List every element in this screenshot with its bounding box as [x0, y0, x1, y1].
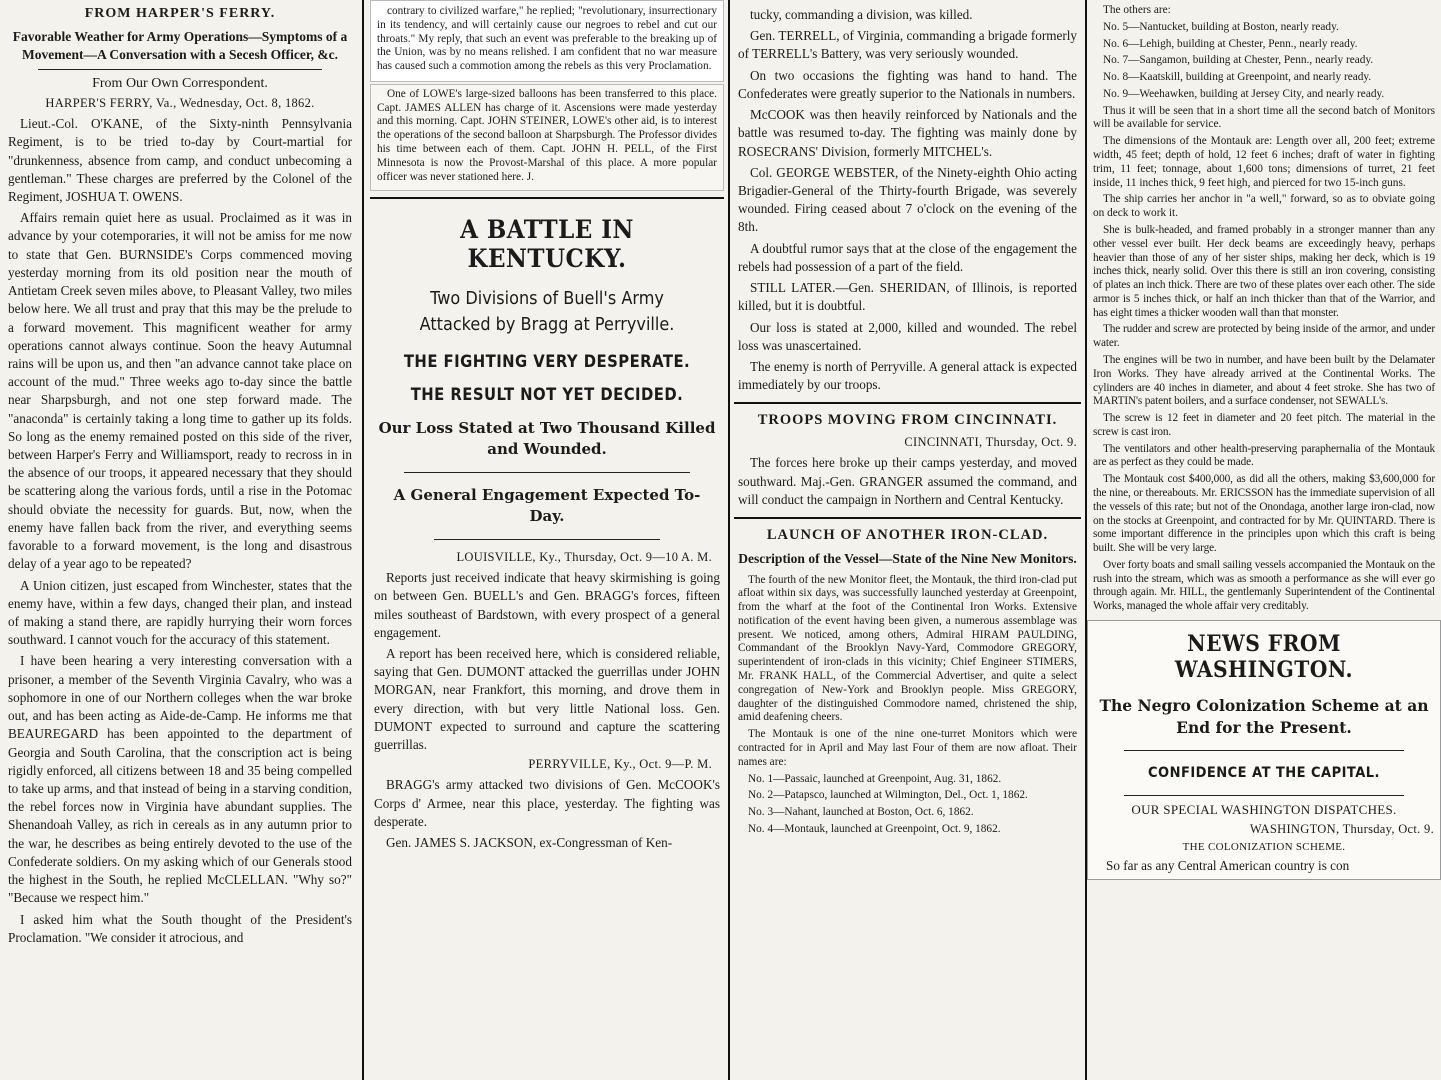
paragraph: No. 7—Sangamon, building at Chester, Penn., nearly ready. [1103, 54, 1374, 67]
headline-cincinnati: TROOPS MOVING FROM CINCINNATI. [757, 412, 1058, 429]
paragraph: No. 4—Montauk, launched at Greenpoint, Oct. 9, 1862. [748, 822, 1001, 835]
paragraph: No. 5—Nantucket, building at Boston, nearly ready. [1103, 20, 1339, 33]
deck-iron-clad: Description of the Vessel—State of the Nine New Monitors. [738, 551, 1077, 567]
paragraph: Col. GEORGE WEBSTER, of the Ninety-eighth Ohio acting Brigadier-General of the Thirty-fourth Brigade, was severely wounded. Firing ceased about 7 o'clock on the evening of the 8th. [738, 164, 1077, 235]
deck-1: Our Loss Stated at Two Thousand Killed and Wounded. [378, 419, 716, 459]
article-body [738, 454, 1077, 509]
paragraph: No. 6—Lehigh, building at Chester, Penn., nearly ready. [1103, 37, 1358, 50]
paragraph: She is bulk-headed, and framed probably in a stronger manner than any other vessel ever built. Her deck beams are exceedingly heavy, perhaps heavier than those of any of her sister ships, making her deck, which is 19 inches thick, nearly solid. Over this there is still an iron covering, consisting of plates an inch thick. There are two of these plates over each other. The side armor is 5 inches thick, or half an inch thicker than that of the Warrior, and has eight times a thicker wooden wall than that monster. [1093, 223, 1435, 319]
paragraph: Over forty boats and small sailing vessels accompanied the Montauk on the rush into the stream, which was as smooth a performance as she will ever go through again. Mr. HILL, the gentlemanly Superintendent of the Continental Works, managed the whole affair very creditably. [1093, 558, 1435, 613]
paragraph: The others are: [1103, 4, 1171, 16]
paragraph: Gen. TERRELL, of Virginia, commanding a brigade formerly of TERRELL's Battery, was very seriously wounded. [738, 28, 1077, 62]
paragraph: No. 9—Weehawken, building at Jersey City, and nearly ready. [1103, 87, 1385, 100]
paragraph: The Montauk cost $400,000, as did all the others, making $3,600,000 for the nine, or thereabouts. Mr. ERICSSON has the immediate supervision of all the vessels of this rate; but not of the Onondaga, another large iron-clad, now on the stocks at Greenpoint, and contracted for by Mr. QUINTARD. There is some important difference in the principles upon which this craft is being built. She will be very large. [1093, 473, 1435, 555]
paragraph: Thus it will be seen that in a short time all the second batch of Monitors will be available for service. [1093, 104, 1435, 131]
dateline: HARPER'S FERRY, Va., Wednesday, Oct. 8, 1862. [45, 96, 315, 111]
subheadline: The Negro Colonization Scheme at an End for the Present. [1099, 696, 1429, 737]
paragraph: Affairs remain quiet here as usual. Proclaimed as it was in advance by your cotemporaries, it will not be amiss for me now to state that Gen. BURNSIDE's Corps commenced moving yesterday morning from its old position near the mouth of Antietam Creek seven miles above, to Pleasant Valley, two miles below here. We all trust and pray that this may be the prelude to a forward movement. This magnificent weather for army operations cannot always continue. Soon the heavy Autumnal rains will be upon us, and then "an advance cannot take place on account of the mud." Three weeks ago to-day since the battle near Sharpsburgh, and not one step forward made. The "anaconda" is certainly taking a long time to gather up its folds. So long as the enemy remained posted on this side of the river, between Harper's Ferry and Williamsport, ready to recross in in the absence of our troops, it appeared necessary that they should be scattering along the various fords, until a rise in the Potomac should obviate the necessity for guards. But, now, when the enemy have fallen back from the river, and everything seems favorable to a forward movement, is the long and disastrous delay of a year ago to be repeated? [8, 210, 352, 572]
paragraph: The ship carries her anchor in "a well," forward, so as to obviate going on deck to work it. [1093, 193, 1435, 220]
article-harpers-ferry [0, 0, 362, 1080]
balloon-clip [370, 84, 724, 191]
body-fragment: So far as any Central American country is con [1106, 858, 1350, 874]
paragraph: A Union citizen, just escaped from Winchester, states that the enemy have, within a few days, changed their plan, and instead of making a stand there, are rapidly hurrying their worn forces southward. I cannot vouch for the accuracy of this statement. [8, 577, 352, 648]
paragraph: The dimensions of the Montauk are: Length over all, 200 feet; extreme width, 45 feet; depth of hold, 12 feet 6 inches; draft of water in fighting trim, 11 feet; tonnage, about 1,600 tons; dimensions of turret, 21 feet inside, 11 inches thick, 9 feet high, and pierced for two 15-inch guns. [1093, 135, 1435, 189]
caps-headline-1: THE FIGHTING VERY DESPERATE. [403, 352, 691, 372]
article-body [738, 6, 1077, 394]
divider [434, 539, 660, 540]
paragraph: I asked him what the South thought of the President's Proclamation. "We consider it atrocious, and [8, 911, 352, 945]
divider [734, 402, 1081, 404]
paragraph: The Montauk is one of the nine one-turret Monitors which were contracted for in April and May last Four of them are now afloat. Their names are: [738, 728, 1077, 768]
divider [370, 197, 724, 199]
caps-headline: CONFIDENCE AT THE CAPITAL. [1148, 765, 1380, 782]
paragraph: The fourth of the new Monitor fleet, the Montauk, the third iron-clad put afloat within six days, was successfully launched yesterday at Greenpoint, from the wharf at the foot of the Continental Iron Works. Extensive notification of the event having been given, a numerous assemblage was present. We noticed, among others, Admiral HIRAM PAULDING, Commandant of the Brooklyn Navy-Yard, Commodore GREGORY, superintendent of iron-clads in this vicinity; Chief Engineer STIMERS, Mr. FRANK HALL, of the Commercial Advertiser, and quite a select congregation of New-York and Brooklyn people. Miss GREGORY, daughter of the distinguished Commodore named, christened the ship, amid deafening cheers. [738, 573, 1077, 724]
article-body [738, 574, 1077, 837]
paragraph: No. 8—Kaatskill, building at Greenpoint, and nearly ready. [1103, 71, 1372, 84]
balloon-paragraph: One of LOWE's large-sized balloons has been transferred to this place. Capt. JAMES ALLEN has charge of it. Ascensions were made yesterday and this morning. Capt. JOHN STEINER, LOWE's other aid, is to interest the operations of the second balloon at Sharpsburgh. The Professor divides his time between each of them. Capt. JOHN H. PELL, of the First Minnesota is now the Provost-Marshal of this place. A more popular officer was never stationed here. J. [377, 87, 717, 183]
section-title: THE COLONIZATION SCHEME. [1182, 841, 1346, 854]
paragraph: The enemy is north of Perryville. A general attack is expected immediately by our troops. [738, 358, 1077, 393]
paragraph: A doubtful rumor says that at the close of the engagement the rebels had possession of a part of the field. [738, 240, 1077, 274]
paragraph: STILL LATER.—Gen. SHERIDAN, of Illinois, is reported killed, but it is doubtful. [738, 280, 1077, 314]
paragraph: No. 1—Passaic, launched at Greenpoint, Aug. 31, 1862. [748, 772, 1002, 785]
paragraph: The screw is 12 feet in diameter and 20 feet pitch. The material in the screw is cast iron. [1093, 412, 1435, 438]
headline: FROM HARPER'S FERRY. [84, 6, 276, 21]
headline-iron-clad: LAUNCH OF ANOTHER IRON-CLAD. [766, 527, 1049, 544]
paragraph: The engines will be two in number, and have been built by the Delamater Iron Works. They have already arrived at the Continental Works. The cylinders are 40 inches in diameter, and about 4 feet stroke. She has two of MARTIN's patent boilers, and a surface condenser, not SEWALL's. [1093, 353, 1435, 408]
byline: OUR SPECIAL WASHINGTON DISPATCHES. [1131, 802, 1397, 818]
paragraph: The forces here broke up their camps yesterday, and moved southward. Maj.-Gen. GRANGER assumed the command, and will conduct the campaign in Northern and Central Kentucky. [738, 455, 1077, 507]
paragraph: contrary to civilized warfare," he replied; "revolutionary, insurrectionary in its tendency, and will certainly cause our negroes to rebel and cut our throats." My reply, that such an event was preferable to the breaking up of the Union, was by no means relished. I am confident that no war measure has caused such a commotion among the rebels as this very Proclamation. [377, 5, 717, 73]
dateline-louisville: LOUISVILLE, Ky., Thursday, Oct. 9—10 A. M. [456, 550, 712, 565]
article-kentucky-cont [730, 0, 1085, 1080]
paragraph: A report has been received here, which is considered reliable, saying that Gen. DUMONT attacked the guerrillas under JOHN MORGAN, near Frankfort, this morning, and drove them in every direction, with but very little National loss. Gen. DUMONT expected to surround and capture the scattering guerrillas. [374, 646, 720, 753]
divider [1124, 795, 1404, 796]
article-body [1093, 4, 1435, 221]
subheadline: Two Divisions of Buell's Army Attacked by Bragg at Perryville. [419, 289, 675, 335]
paragraph: No. 2—Patapsco, launched at Wilmington, Del., Oct. 1, 1862. [748, 789, 1028, 802]
paragraph: I have been hearing a very interesting conversation with a prisoner, a member of the Seventh Virginia Cavalry, who was a sophomore in one of our Northern colleges when the war broke out, and has been acting as Aide-de-Camp. He informs me that BEAUREGARD has been appointed to the department of Georgia and South Carolina, that the conscription act is being rigidly enforced, all citizens between 18 and 35 being compelled to take up arms, and that instead of being in a starving condition, the rebel forces now in Virginia have abundant supplies. The Shenandoah Valley, as rich in cereals as in any autumn prior to the war, he describes as being entirely devoted to the use of the Confederate soldiers. On my asking which of our Generals stood the highest in the South, he replied McCLELLAN. "Why so?" "Because we respect him." [8, 653, 352, 906]
byline: From Our Own Correspondent. [92, 76, 268, 92]
dateline-cincinnati: CINCINNATI, Thursday, Oct. 9. [904, 435, 1077, 450]
article-battle-kentucky [364, 0, 728, 1080]
paragraph: On two occasions the fighting was hand to hand. The Confederates were greatly superior to the Nationals in numbers. [738, 67, 1077, 101]
article-body [8, 115, 352, 947]
paragraph: tucky, commanding a division, was killed. [750, 7, 973, 22]
article-body [1093, 224, 1435, 614]
deck: Favorable Weather for Army Operations—Symptoms of a Movement—A Conversation with a Secesh Officer, &c. [12, 29, 348, 62]
dateline: WASHINGTON, Thursday, Oct. 9. [1249, 822, 1434, 837]
paragraph: Gen. JAMES S. JACKSON, ex-Congressman of Ken- [386, 834, 673, 850]
article-body [374, 569, 720, 754]
headline: A BATTLE IN KENTUCKY. [460, 215, 634, 274]
divider [734, 517, 1081, 519]
paragraph: Our loss is stated at 2,000, killed and wounded. The rebel loss was unascertained. [738, 319, 1077, 353]
article-body [374, 776, 720, 852]
paragraph: The ventilators and other health-preserving paraphernalia of the Montauk are as perfect as they could be made. [1093, 442, 1435, 469]
continued-clip [370, 0, 724, 82]
paragraph: Lieut.-Col. O'KANE, of the Sixty-ninth Pennsylvania Regiment, is to be tried to-day by Court-martial for "drunkenness, absence from camp, and conduct unbecoming a gentleman." These charges are preferred by the Colonel of the Regiment, JOSHUA T. OWENS. [8, 116, 352, 204]
paragraph: BRAGG's army attacked two divisions of Gen. McCOOK's Corps d' Armee, near this place, yesterday. The fighting was desperate. [374, 777, 720, 829]
paragraph: No. 3—Nahant, launched at Boston, Oct. 6, 1862. [748, 806, 974, 819]
dateline-perryville: PERRYVILLE, Ky., Oct. 9—P. M. [528, 757, 712, 772]
paragraph: McCOOK was then heavily reinforced by Nationals and the battle was resumed to-day. The fighting was mainly done by ROSECRANS' Division, formerly MITCHEL's. [738, 107, 1077, 159]
headline: NEWS FROM WASHINGTON. [1174, 631, 1354, 684]
divider [404, 472, 690, 473]
paragraph: Reports just received indicate that heavy skirmishing is going on between Gen. BUELL's and Gen. BRAGG's forces, fifteen miles southeast of Bardstown, with every prospect of a general engagement. [374, 570, 720, 640]
deck-2: A General Engagement Expected To-Day. [393, 486, 701, 526]
article-monitors [1087, 0, 1441, 1080]
caps-headline-2: THE RESULT NOT YET DECIDED. [410, 385, 684, 405]
continued-text [377, 5, 717, 74]
paragraph: The rudder and screw are protected by being inside of the armor, and under water. [1093, 323, 1435, 350]
divider [38, 69, 322, 70]
divider [1124, 750, 1404, 751]
news-washington-clip [1087, 620, 1441, 880]
